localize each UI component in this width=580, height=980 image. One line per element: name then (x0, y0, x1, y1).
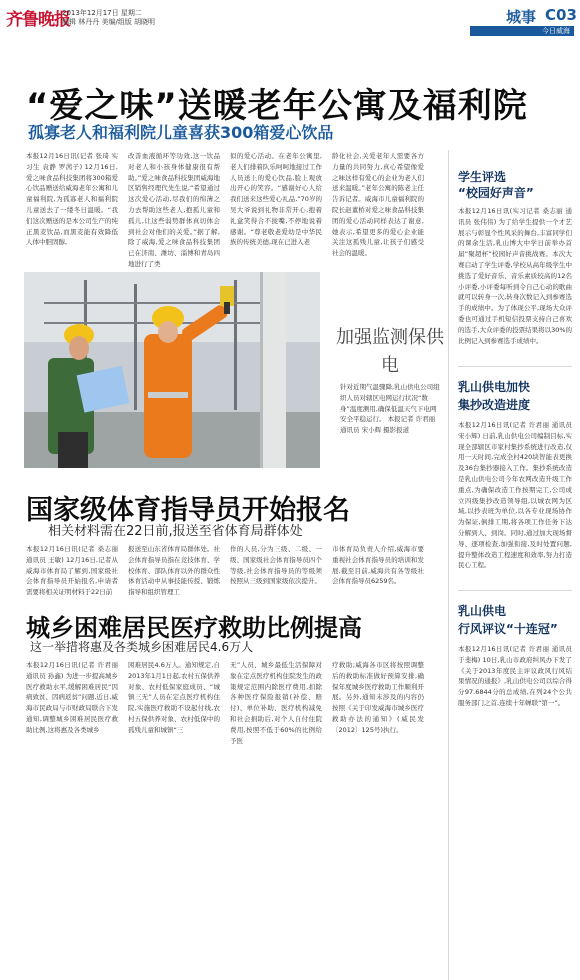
sports-column-3: 作的人员,分为三级、二级、一级、国家级社会体育指导员四个等级,社会体育指导员的等级须按照从三级到国家级依次提升。 (230, 545, 322, 586)
section-bar: 今日威海 (470, 26, 574, 36)
sports-subhead: 相关材料需在22日前,报送至省体育局群体处 (48, 524, 303, 539)
page-number: C03 (545, 6, 577, 24)
section-name: 城事 (506, 8, 537, 26)
photo-title: 加强监测保供电 (336, 327, 444, 376)
sidebar-divider (458, 366, 572, 367)
medical-subhead: 这一举措将惠及各类城乡困难居民4.6万人 (30, 640, 254, 654)
sidebar-body-2: 本报12月16日讯(记者 许君丽 通讯员 宋小辉) 日前,乳山供电公司编制目标,实现全部辖区市家村集抄系统进行改造,仅用一天时间,完成全村420块智能表更换及36台集抄器接入工作。集抄系统改造是乳山供电公司今年农网改造升级工作重点,为确保改造工作按期完工,公司成立四级集抄改造领导组,以城农网为区域,以抄表班为单位,以各专业现场协作为保证,倒排工期,将各项工作任务下达分解到人、到岗。同时,通过加大现场督导、逐项检查,加强衔接,及时处置问题,提升整体改造工程速度和效率,努力打造民心工程。 (458, 421, 572, 570)
sports-column-2: 报送至山东省体育局群体处。社会体育指导员指在竞技体育、学校体育、部队体育以外的群众性体育活动中从事技能传授、锻炼指导和组织管理工 (128, 545, 220, 597)
lead-subhead: 孤寡老人和福利院儿童喜获300箱爱心饮品 (28, 123, 334, 142)
lead-column-4: 龄化社会,关爱老年人需要各方力量的共同努力,真心希望像爱之味这样有爱心的企业为老人们送来温暖。”老年公寓的陈老主任告诉记者。威海市儿童福利院的院长赵董桥对爱之味食品科技集团的爱心活动同样表达了谢意,她表示,希望更多的爱心企业能关注这孤残儿童,让孩子们感受社会的温暖。 (332, 152, 424, 258)
sidebar-body-3: 本报12月16日讯(记者 许君丽 通讯员 于斐梅) 10日,乳山市政府纠风办下发了《关于2013年度民主评议政风行风结果情况的通报》,乳山供电公司以综合得分97.6844分的总成绩,在列24个公共服务部门之首,连续十年蝉联“第一”。 (458, 645, 572, 707)
newspaper-logo: 齐鲁晚报 (6, 10, 70, 30)
sidebar-title-3b: 行风评议“十连冠” (458, 622, 558, 636)
sidebar-title-1: 学生评选 (458, 170, 507, 184)
sidebar-divider (458, 590, 572, 591)
masthead (0, 0, 580, 50)
sidebar-body-1: 本报12月16日讯(实习记者 桑志丽 通讯员 张伟伟) 为了给学生提供一个才艺展示与彰显个性风采的舞台,丰富同学们的课余生活,乳山博大中学日前举办首届“聚超杯”校园好声音挑战赛。本次大赛启动了学生评委,学校从高年级学生中挑选了爱好音乐、音乐素质较高的12名小评委,小评委每听到令自己心动的歌曲就可以转身一次,转身次数记入到参赛选手的成绩中。为了体现公平,现场大众评委也可通过手机短信投票支持自己喜欢的选手,大众评委的投票结果将以30%的比例记入到参赛选手成绩中。 (458, 207, 573, 345)
medical-column-4: 疗救助;威海各市区将按照调整后的救助标准做好预算安排,确保年度城乡医疗救助工作顺利开展。另外,通知未涉及的内容仍按照《关于印发威海市城乡医疗救助办法的通知》(威民发〔2012〕125号)执行。 (332, 661, 424, 734)
news-photo (24, 272, 320, 468)
lead-column-3: 似的爱心活动。在老年公寓里,老人们排着队乐呵呵地接过工作人员送上的爱心饮品,脸上观放出开心的笑容。“感谢好心人给我们送来这些爱心礼品,”70岁的吴大爷说到礼物非常开心,抱着礼盒笑得合不拢嘴,不停地说着感谢。“尊老敬老爱幼是中华民族的传统美德,现在已进入老 (230, 152, 322, 247)
sidebar-title-2: 乳山供电加快 (458, 380, 531, 394)
medical-column-2: 困难居民4.6万人。通知规定,自2013年1月1日起,农村五保供养对象、农村低保家庭成员、“城镇三无”人员在定点医疗机构住院,实施医疗救助不设起付线,农村五保供养对象、农村低保中的孤残儿童和城镇“三 (128, 661, 220, 734)
column-divider (448, 150, 449, 980)
sidebar-title-2b: 集抄改造进度 (458, 398, 531, 412)
photo-caption: 针对近期气温骤降,乳山供电公司组织人员对辖区电网运行状况“数身”温度测用,确保低温天气下电网安全平稳运行。 本报记者 许君丽 通讯员 宋小辉 摄影报道 (340, 383, 440, 435)
editor-credits: 编辑 林丹丹 美编/组版 胡晓明 (62, 18, 156, 26)
lead-column-1: 本报12月16日讯(记者 张琦 实习生 袁静 罗茜子) 12月16日,爱之味食品科技集团将300箱爱心饮品赠送给威海老年公寓和儿童福利院,为孤寡老人和福利院儿童送去了一缕冬日温暖。“我们这次赠送的是本公司生产的纯正黑麦饮品,而黑麦能有效降低人体中胆固醇, (26, 152, 118, 247)
issue-date: 2013年12月17日 星期二 (62, 9, 142, 17)
sidebar-title-1b: “校园好声音” (458, 186, 534, 200)
power-workers-photo (24, 272, 320, 468)
lead-column-2: 改善血液循环等功效,这一饮品对老人和小孩身体健康很有帮助。”爱之味食品科技集团威海地区销售经理代先生说,“希望通过这次爱心活动,尽我们的绵薄之力去帮助这些老人,抱孤儿童和孤儿,让这些弱势群体真切体会到社会对他们的关爱。”据了解,除了威海,爱之味食品科技集团已在济南、潍坊、淄博和青岛四地进行了类 (128, 152, 220, 268)
sports-column-4: 市体育局负责人介绍,威海市要重视社会体育指导员的培训和发展,截至目前,威海共有各等级社会体育指导员6259名。 (332, 545, 424, 586)
sports-headline: 国家级体育指导员开始报名 (26, 495, 350, 526)
sports-column-1: 本报12月16日讯(记者 桑志丽 通讯员 王敏) 12月16日,记者从威海市体育局了解到,国家级社会体育指导员开始报名,申请者需要将相关证明材料于22日前 (26, 545, 118, 597)
medical-column-1: 本报12月16日讯(记者 许君丽 通讯员 孙鑫) 为进一步提高城乡医疗救助水平,缓解困难居民“因病致贫、因病返贫”问题,近日,威海市民政局与市财政局联合下发通知,调整城乡困难居民医疗救助比例,这将惠及各类城乡 (26, 661, 118, 734)
medical-headline: 城乡困难居民医疗救助比例提高 (26, 614, 362, 642)
medical-column-3: 无”人员、城乡最低生活保障对象在定点医疗机构住院发生的政策规定范围内除医疗费用,扣除各种医疗保险报销(补偿、赔付)、单位补助、医疗机构减免和社会捐助后,对个人自付住院费用,按照不低于60%的比例给予医 (230, 661, 322, 745)
sidebar-title-3: 乳山供电 (458, 604, 507, 618)
lead-headline: “爱之味”送暖老年公寓及福利院 (26, 86, 528, 126)
